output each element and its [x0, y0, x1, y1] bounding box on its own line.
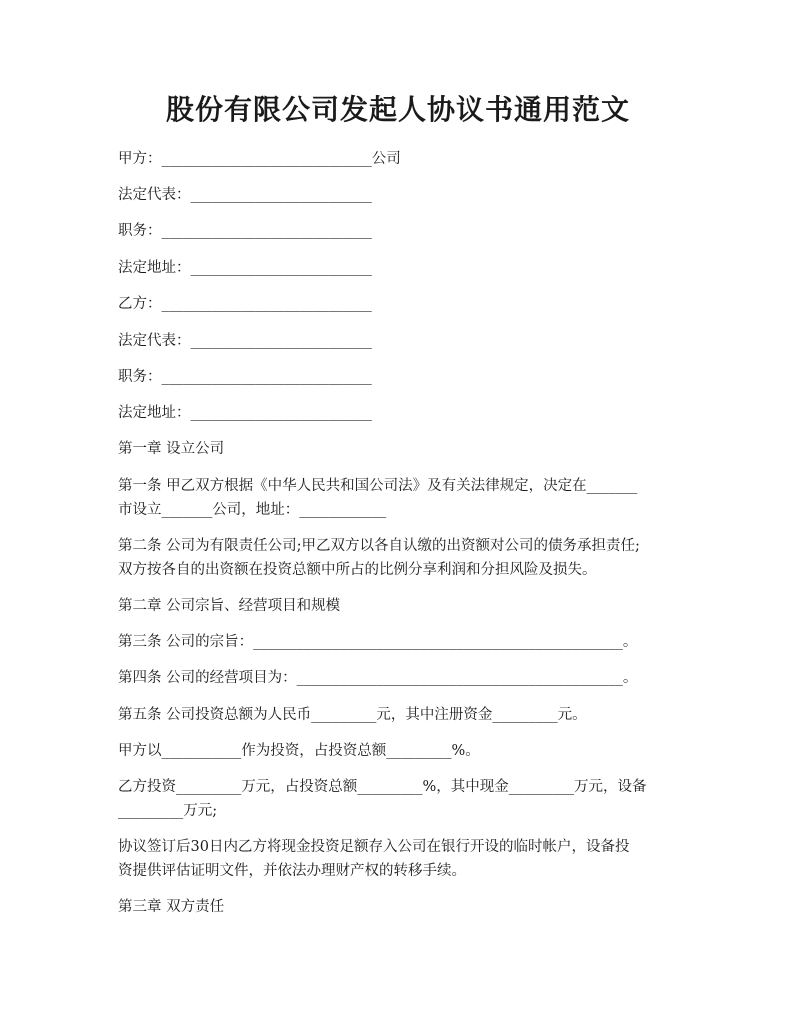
- chapter-2-heading: 第二章 公司宗旨、经营项目和规模: [118, 598, 341, 614]
- party-a-investment: 甲方以___________作为投资，占投资总额_________%。: [118, 743, 480, 759]
- party-b-investment-line-1: 乙方投资_________万元，占投资总额_________%，其中现金_________万元，设备: [118, 779, 647, 795]
- party-b-position: 职务：_____________________________: [118, 369, 372, 385]
- article-2-line-2: 双方按各自的出资额在投资总额中所占的比例分享利润和分担风险及损失。: [118, 562, 597, 578]
- article-5: 第五条 公司投资总额为人民币_________元，其中注册资金_________元。: [118, 707, 587, 723]
- party-a-name: 甲方：_____________________________公司: [118, 151, 401, 167]
- article-4: 第四条 公司的经营项目为：_____________________________________________。: [118, 670, 638, 686]
- article-1-line-2: 市设立_______公司，地址：____________: [118, 502, 387, 518]
- party-b-address: 法定地址：_________________________: [118, 405, 372, 421]
- article-2-line-1: 第二条 公司为有限责任公司;甲乙双方以各自认缴的出资额对公司的债务承担责任;: [118, 538, 640, 554]
- document-title: 股份有限公司发起人协议书通用范文: [165, 93, 630, 126]
- party-b-investment-line-2: _________万元;: [118, 803, 218, 819]
- deposit-clause-line-1: 协议签订后30日内乙方将现金投资足额存入公司在银行开设的临时帐户，设备投: [118, 839, 630, 855]
- chapter-1-heading: 第一章 设立公司: [118, 441, 225, 457]
- party-b-name: 乙方：_____________________________: [118, 296, 372, 312]
- article-3: 第三条 公司的宗旨：___________________________________________________。: [118, 634, 638, 650]
- party-a-address: 法定地址：_________________________: [118, 260, 372, 276]
- party-b-legal-rep: 法定代表：_________________________: [118, 333, 372, 349]
- article-1-line-1: 第一条 甲乙双方根据《中华人民共和国公司法》及有关法律规定，决定在_______: [118, 478, 638, 494]
- chapter-3-heading: 第三章 双方责任: [118, 899, 225, 915]
- party-a-position: 职务：_____________________________: [118, 223, 372, 239]
- deposit-clause-line-2: 资提供评估证明文件，并依法办理财产权的转移手续。: [118, 863, 466, 879]
- party-a-legal-rep: 法定代表：_________________________: [118, 187, 372, 203]
